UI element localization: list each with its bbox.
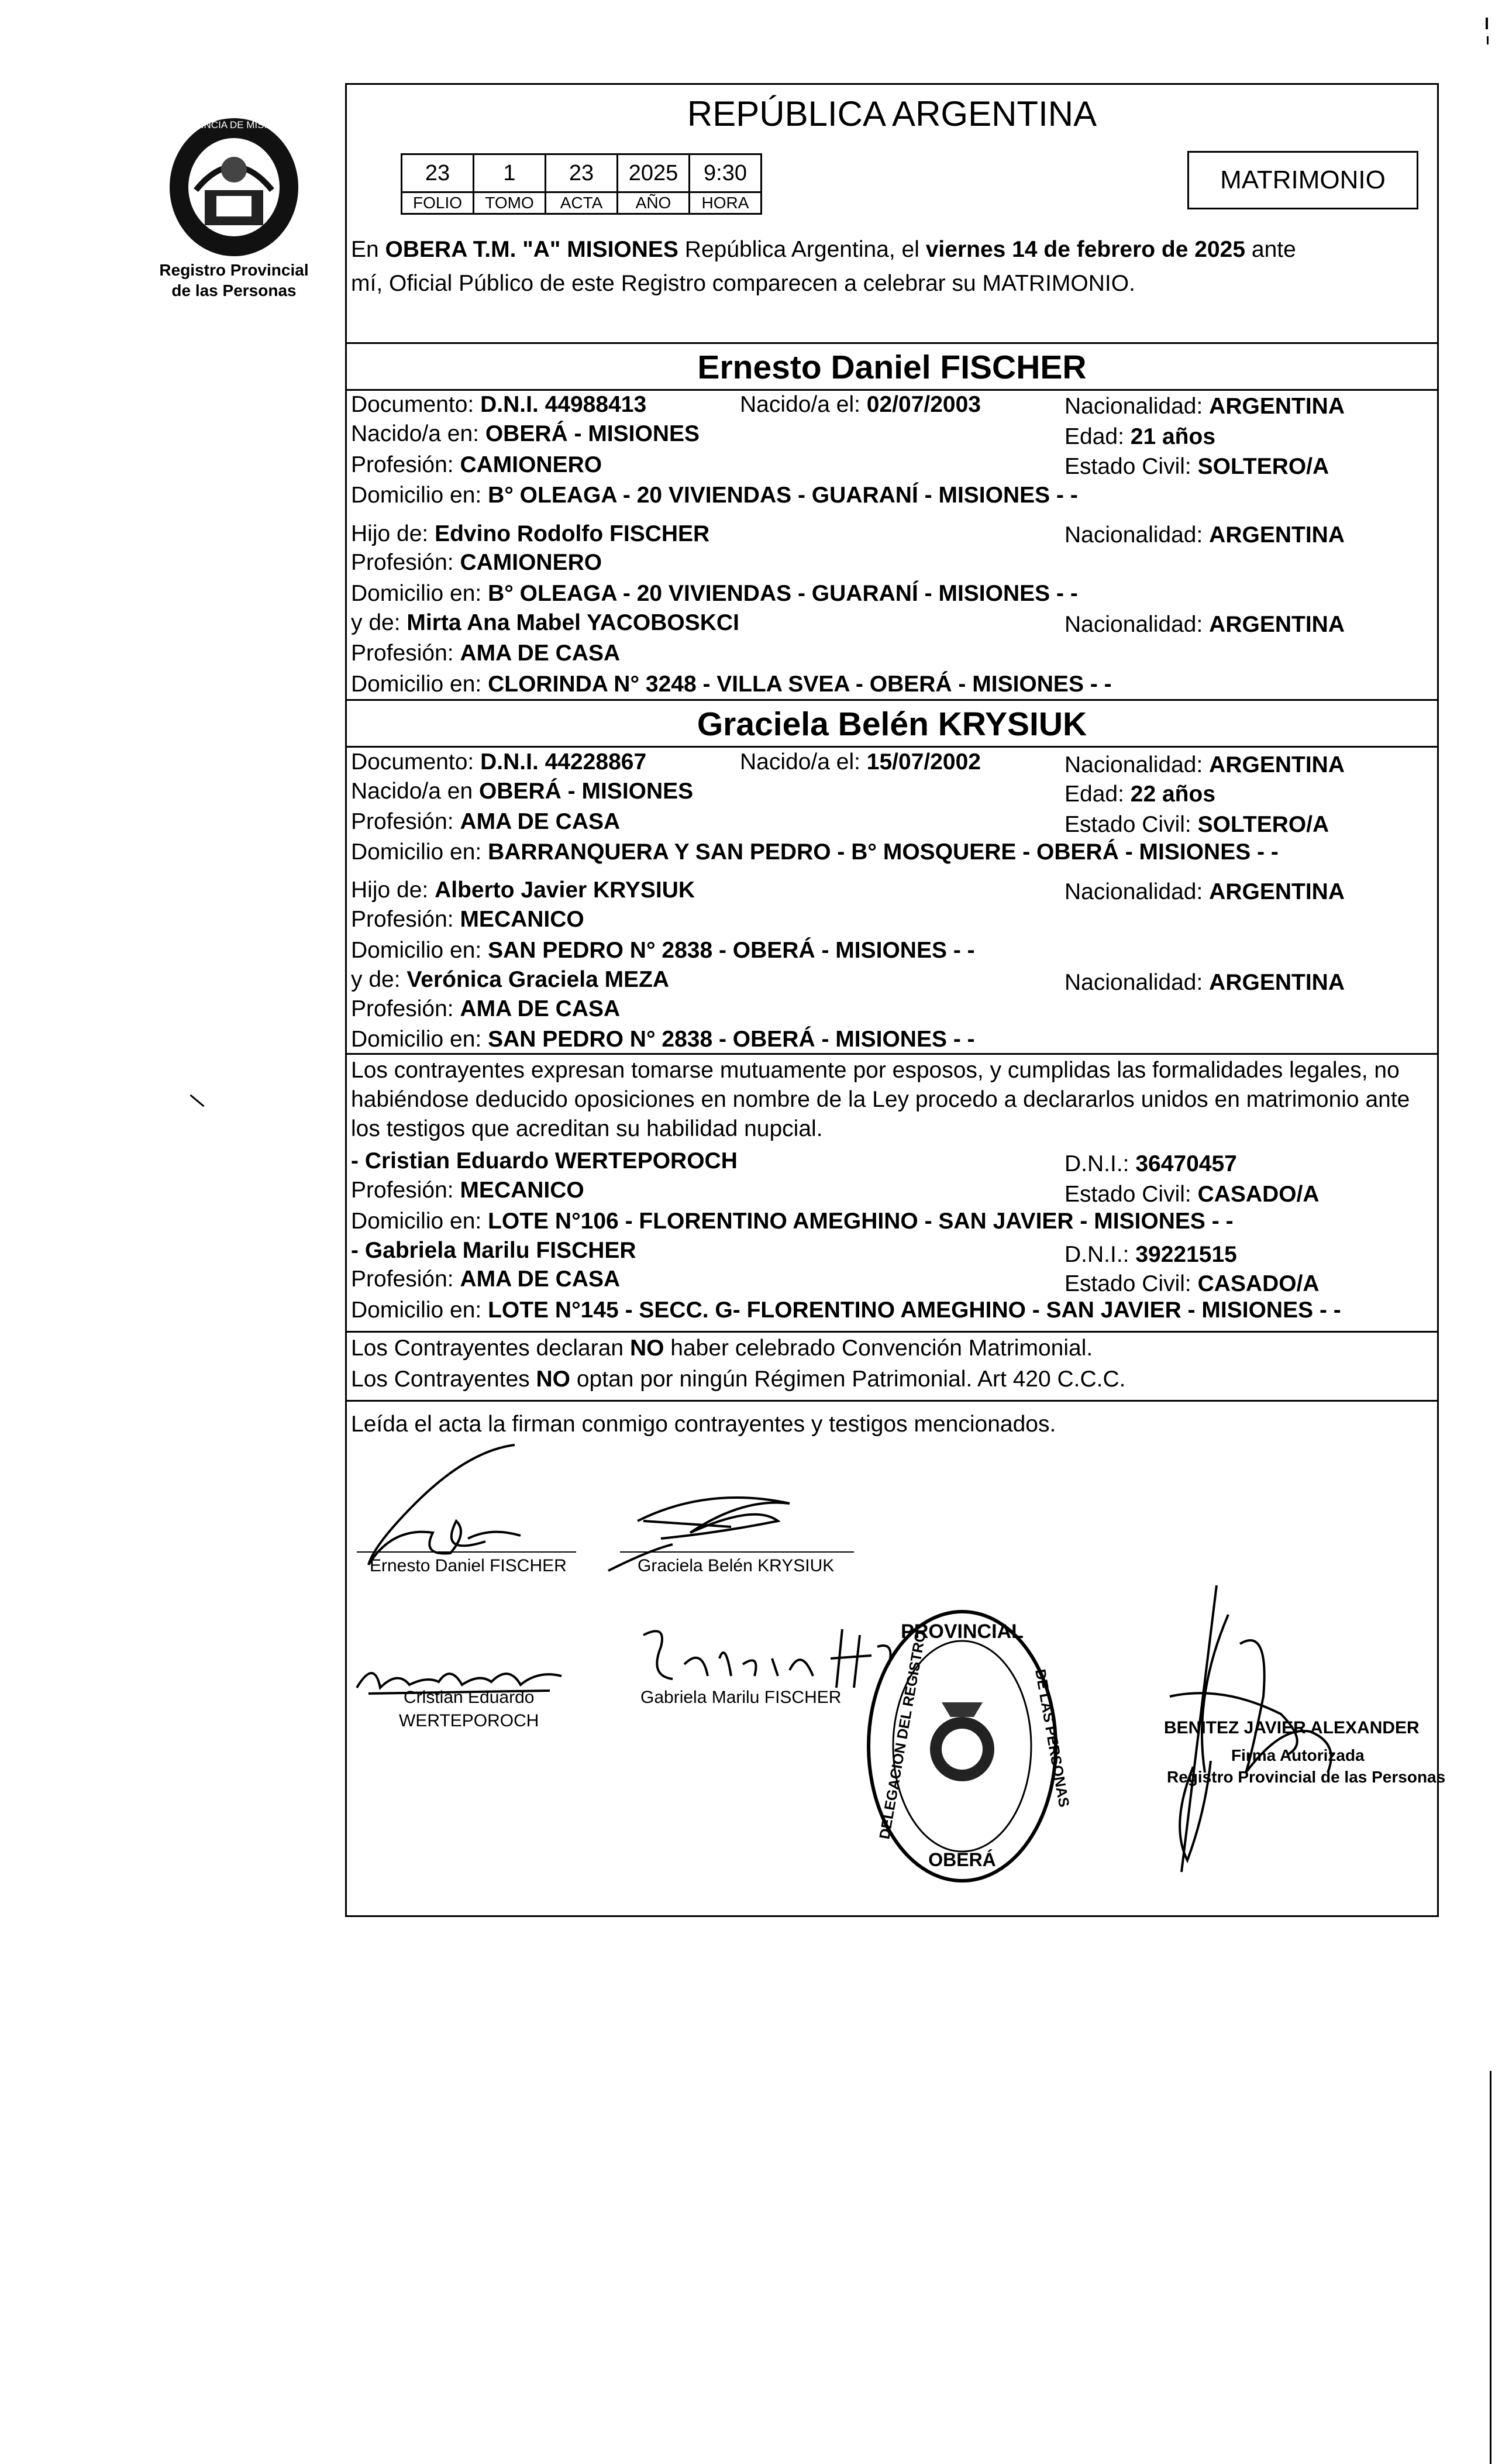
scan-mark	[190, 1095, 205, 1107]
spouse2-father-nationality: Nacionalidad: ARGENTINA	[1065, 879, 1345, 904]
act-type-box: MATRIMONIO	[1187, 151, 1418, 209]
stamp-right-text: DE LAS PERSONAS	[1032, 1668, 1073, 1809]
stamp-left-text: DELEGACION DEL REGISTRO	[876, 1629, 929, 1841]
spouse2-father: Hijo de: Alberto Javier KRYSIUK	[351, 877, 695, 903]
witness1-name: - Cristian Eduardo WERTEPOROCH	[351, 1148, 738, 1174]
spouse2-mother-address: Domicilio en: SAN PEDRO N° 2838 - OBERÁ - MISIONES - -	[351, 1027, 975, 1052]
spouse1-profession: Profesión: CAMIONERO	[351, 452, 602, 477]
spouse2-document: Documento: D.N.I. 44228867	[351, 749, 647, 775]
divider	[345, 342, 1439, 344]
witness2-name: - Gabriela Marilu FISCHER	[351, 1238, 636, 1263]
spouse2-father-address: Domicilio en: SAN PEDRO N° 2838 - OBERÁ - MISIONES - -	[351, 938, 975, 963]
page-title: REPÚBLICA ARGENTINA	[687, 94, 1097, 133]
official-title-2: Registro Provincial de las Personas	[1167, 1768, 1446, 1786]
spouse2-address: Domicilio en: BARRANQUERA Y SAN PEDRO - B° MOSQUERE - OBERÁ - MISIONES - -	[351, 839, 1279, 865]
witness2-profession: Profesión: AMA DE CASA	[351, 1267, 621, 1292]
signature-4-caption: Gabriela Marilu FISCHER	[640, 1688, 842, 1707]
witness2-dni: D.N.I.: 39221515	[1065, 1242, 1237, 1267]
acta-label: ACTA	[546, 192, 618, 214]
spouse1-birthdate: Nacido/a el: 02/07/2003	[740, 392, 981, 417]
spouse1-father-profession: Profesión: CAMIONERO	[351, 550, 602, 575]
witness1-dni: D.N.I.: 36470457	[1065, 1151, 1237, 1176]
logo-caption-2: de las Personas	[171, 281, 297, 300]
year-value: 2025	[618, 154, 690, 192]
divider	[345, 699, 1439, 701]
spouse2-birthdate: Nacido/a el: 15/07/2002	[740, 749, 981, 775]
declaration-line-3: los testigos que acreditan su habilidad nupcial.	[351, 1116, 823, 1141]
intro-line-2: mí, Oficial Público de este Registro comparecen a celebrar su MATRIMONIO.	[351, 271, 1135, 296]
province-seal-logo	[161, 108, 307, 260]
spouse1-mother-nationality: Nacionalidad: ARGENTINA	[1065, 612, 1345, 637]
divider	[345, 1331, 1439, 1333]
official-title-1: Firma Autorizada	[1231, 1746, 1365, 1764]
hour-value: 9:30	[690, 154, 762, 192]
witness2-civil-status: Estado Civil: CASADO/A	[1065, 1271, 1320, 1296]
spouse1-age: Edad: 21 años	[1065, 424, 1216, 449]
declaration-line-2: habiéndose deducido oposiciones en nombre de la Ley procedo a declararlos unidos en matrimonio ante	[351, 1087, 1410, 1112]
signature-line	[357, 1551, 576, 1553]
spouse1-mother-profession: Profesión: AMA DE CASA	[351, 641, 621, 666]
spouse1-nationality: Nacionalidad: ARGENTINA	[1065, 394, 1345, 419]
divider	[345, 1400, 1439, 1402]
intro-line-1: En OBERA T.M. "A" MISIONES República Argentina, el viernes 14 de febrero de 2025 ante	[351, 237, 1296, 262]
registry-office-stamp	[863, 1606, 1073, 1887]
spouse1-document: Documento: D.N.I. 44988413	[351, 392, 647, 417]
spouse2-mother-profession: Profesión: AMA DE CASA	[351, 996, 621, 1021]
scan-mark	[1486, 18, 1488, 29]
signature-line	[620, 1551, 854, 1553]
scan-mark	[1487, 36, 1489, 44]
signature-4-scribble	[632, 1623, 901, 1694]
stamp-bottom-text: OBERÁ	[928, 1849, 996, 1870]
spouse1-mother: y de: Mirta Ana Mabel YACOBOSKCI	[351, 610, 739, 635]
tomo-value: 1	[474, 154, 546, 192]
acta-value: 23	[546, 154, 618, 192]
spouse1-address: Domicilio en: B° OLEAGA - 20 VIVIENDAS - GUARANÍ - MISIONES - -	[351, 483, 1078, 508]
spouse2-profession: Profesión: AMA DE CASA	[351, 809, 621, 834]
closing-statement: Leída el acta la firman conmigo contrayentes y testigos mencionados.	[351, 1412, 1056, 1437]
hour-label: HORA	[690, 192, 762, 214]
declaration-line-1: Los contrayentes expresan tomarse mutuamente por esposos, y cumplidas las formalidades legales, no	[351, 1058, 1400, 1083]
signature-3-caption-2: WERTEPOROCH	[399, 1711, 539, 1730]
stamp-top-text: PROVINCIAL	[901, 1620, 1024, 1643]
witness1-address: Domicilio en: LOTE N°106 - FLORENTINO AMEGHINO - SAN JAVIER - MISIONES - -	[351, 1209, 1234, 1234]
spouse1-civil-status: Estado Civil: SOLTERO/A	[1065, 454, 1329, 479]
spouse1-name: Ernesto Daniel FISCHER	[697, 349, 1087, 386]
witness2-address: Domicilio en: LOTE N°145 - SECC. G- FLORENTINO AMEGHINO - SAN JAVIER - MISIONES - -	[351, 1298, 1341, 1323]
witness1-civil-status: Estado Civil: CASADO/A	[1065, 1182, 1320, 1207]
signature-1-caption: Ernesto Daniel FISCHER	[370, 1556, 567, 1575]
tomo-label: TOMO	[474, 192, 546, 214]
spouse2-father-profession: Profesión: MECANICO	[351, 907, 584, 932]
spouse2-nationality: Nacionalidad: ARGENTINA	[1065, 752, 1345, 777]
spouse1-mother-address: Domicilio en: CLORINDA N° 3248 - VILLA SVEA - OBERÁ - MISIONES - -	[351, 672, 1112, 697]
spouse2-mother: y de: Verónica Graciela MEZA	[351, 967, 670, 992]
signature-1-scribble	[351, 1439, 538, 1568]
regime-line-2: Los Contrayentes NO optan por ningún Régimen Patrimonial. Art 420 C.C.C.	[351, 1367, 1126, 1392]
folio-table	[401, 153, 762, 215]
witness1-profession: Profesión: MECANICO	[351, 1178, 584, 1203]
folio-label: FOLIO	[402, 192, 474, 214]
regime-line-1: Los Contrayentes declaran NO haber celebrado Convención Matrimonial.	[351, 1336, 1093, 1361]
spouse2-civil-status: Estado Civil: SOLTERO/A	[1065, 812, 1329, 837]
signature-3-caption-1: Cristian Eduardo	[404, 1688, 535, 1707]
spouse1-father-address: Domicilio en: B° OLEAGA - 20 VIVIENDAS - GUARANÍ - MISIONES - -	[351, 581, 1078, 606]
scan-edge-line	[1490, 2071, 1491, 2464]
signature-2-caption: Graciela Belén KRYSIUK	[638, 1556, 835, 1575]
official-name: BENITEZ JAVIER ALEXANDER	[1164, 1718, 1420, 1737]
spouse1-birthplace: Nacido/a en: OBERÁ - MISIONES	[351, 421, 700, 446]
spouse1-father-nationality: Nacionalidad: ARGENTINA	[1065, 522, 1345, 548]
spouse2-mother-nationality: Nacionalidad: ARGENTINA	[1065, 970, 1345, 995]
spouse2-birthplace: Nacido/a en OBERÁ - MISIONES	[351, 779, 694, 804]
spouse2-name: Graciela Belén KRYSIUK	[697, 706, 1087, 743]
folio-value: 23	[402, 154, 474, 192]
year-label: AÑO	[618, 192, 690, 214]
spouse2-age: Edad: 22 años	[1065, 782, 1216, 807]
spouse1-father: Hijo de: Edvino Rodolfo FISCHER	[351, 521, 710, 546]
logo-caption-1: Registro Provincial	[159, 261, 309, 279]
seal-text: PROVINCIA DE MISIONES	[173, 119, 295, 130]
